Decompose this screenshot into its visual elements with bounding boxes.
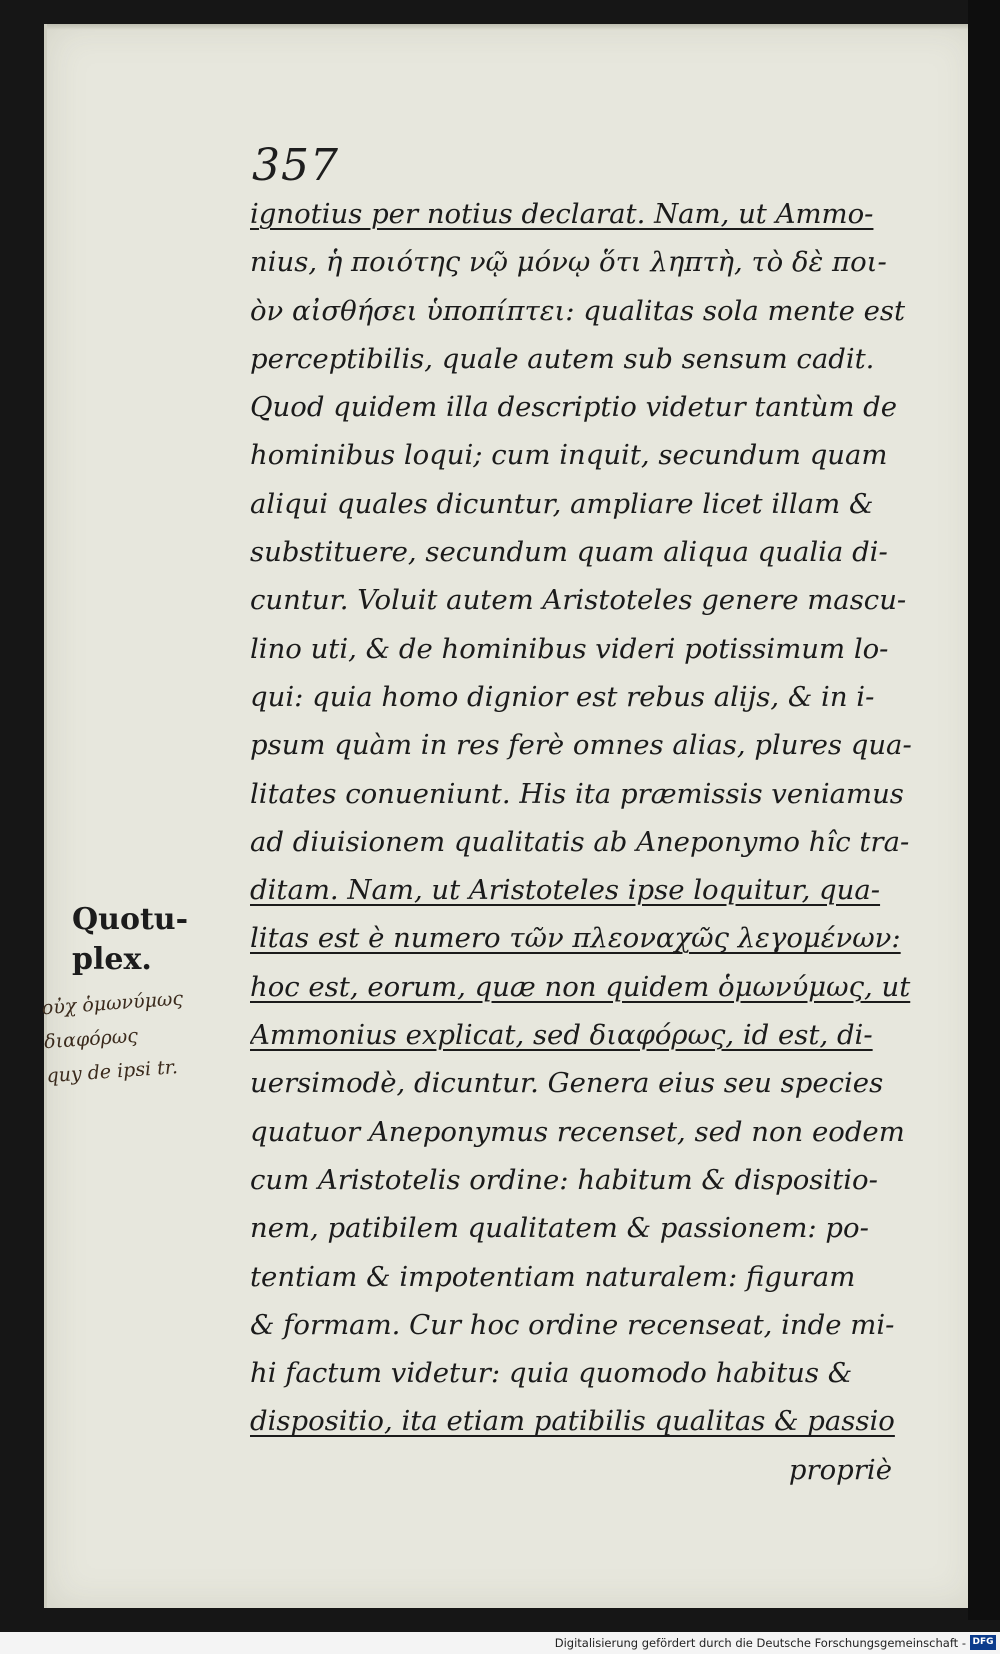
margin-note-line: Quotu-: [72, 902, 189, 937]
funding-credit: Digitalisierung gefördert durch die Deutsche Forschungsgemeinschaft -: [554, 1636, 966, 1650]
margin-note-line: plex.: [72, 942, 152, 977]
margin-note: [72, 900, 188, 980]
text-line: cum Aristotelis ordine: habitum & dispositio-: [250, 1163, 878, 1196]
dfg-logo: DFG: [970, 1635, 996, 1650]
text-line: ad diuisionem qualitatis ab Aneponymo hîc tra-: [250, 825, 910, 858]
body-text: [250, 190, 930, 1494]
text-line: nem, patibilem qualitatem & passionem: po-: [250, 1212, 869, 1245]
text-line: ignotius per notius declarat. Nam, ut Ammo-: [250, 198, 874, 230]
text-line: perceptibilis, quale autem sub sensum cadit.: [250, 342, 875, 375]
text-line: aliqui quales dicuntur, ampliare licet illam &: [250, 487, 874, 520]
text-line: litas est è numero τῶν πλεοναχῶς λεγομένων:: [250, 922, 901, 955]
text-line: & formam. Cur hoc ordine recenseat, inde mi-: [250, 1308, 895, 1341]
text-line: hoc est, eorum, quæ non quidem ὁμωνύμως, ut: [250, 970, 911, 1003]
text-line: dispositio, ita etiam patibilis qualitas & passio: [250, 1405, 895, 1438]
text-line: Quod quidem illa descriptio videtur tantùm de: [250, 391, 898, 424]
handwritten-line: quy de ipsi tr.: [45, 1056, 179, 1088]
text-line: nius, ἡ ποιότης νῷ μόνῳ ὅτι ληπτὴ, τὸ δὲ ποι-: [250, 246, 887, 279]
text-line: cuntur. Voluit autem Aristoteles genere mascu-: [250, 584, 907, 617]
handwritten-line: οὐχ ὁμωνύμως: [41, 987, 184, 1020]
page-number: 357: [252, 140, 339, 191]
catchword: propriè: [788, 1453, 892, 1486]
book-edge: [968, 0, 1000, 1620]
text-line: uersimodè, dicuntur. Genera eius seu species: [250, 1067, 884, 1100]
handwritten-line: διαφόρως: [43, 1024, 139, 1054]
text-line: ditam. Nam, ut Aristoteles ipse loquitur, qua-: [250, 874, 881, 907]
text-line: hi factum videtur: quia quomodo habitus &: [250, 1357, 853, 1390]
text-line: litates conueniunt. His ita præmissis veniamus: [250, 777, 904, 810]
text-line: Ammonius explicat, sed διαφόρως, id est, di-: [250, 1019, 873, 1052]
text-line: psum quàm in res ferè omnes alias, plures qua-: [250, 729, 912, 762]
text-line: lino uti, & de hominibus videri potissimum lo-: [250, 632, 889, 665]
text-line: qui: quia homo dignior est rebus alijs, & in i-: [250, 680, 875, 713]
text-line: substituere, secundum quam aliqua qualia di-: [250, 536, 888, 569]
text-line: ὸν αἰσθήσει ὑποπίπτει: qualitas sola mente est: [250, 294, 906, 327]
text-line: tentiam & impotentiam naturalem: figuram: [250, 1260, 856, 1293]
handwritten-annotation: [41, 977, 258, 1093]
text-line: hominibus loqui; cum inquit, secundum quam: [250, 439, 888, 472]
text-line: quatuor Aneponymus recenset, sed non eodem: [250, 1115, 905, 1148]
